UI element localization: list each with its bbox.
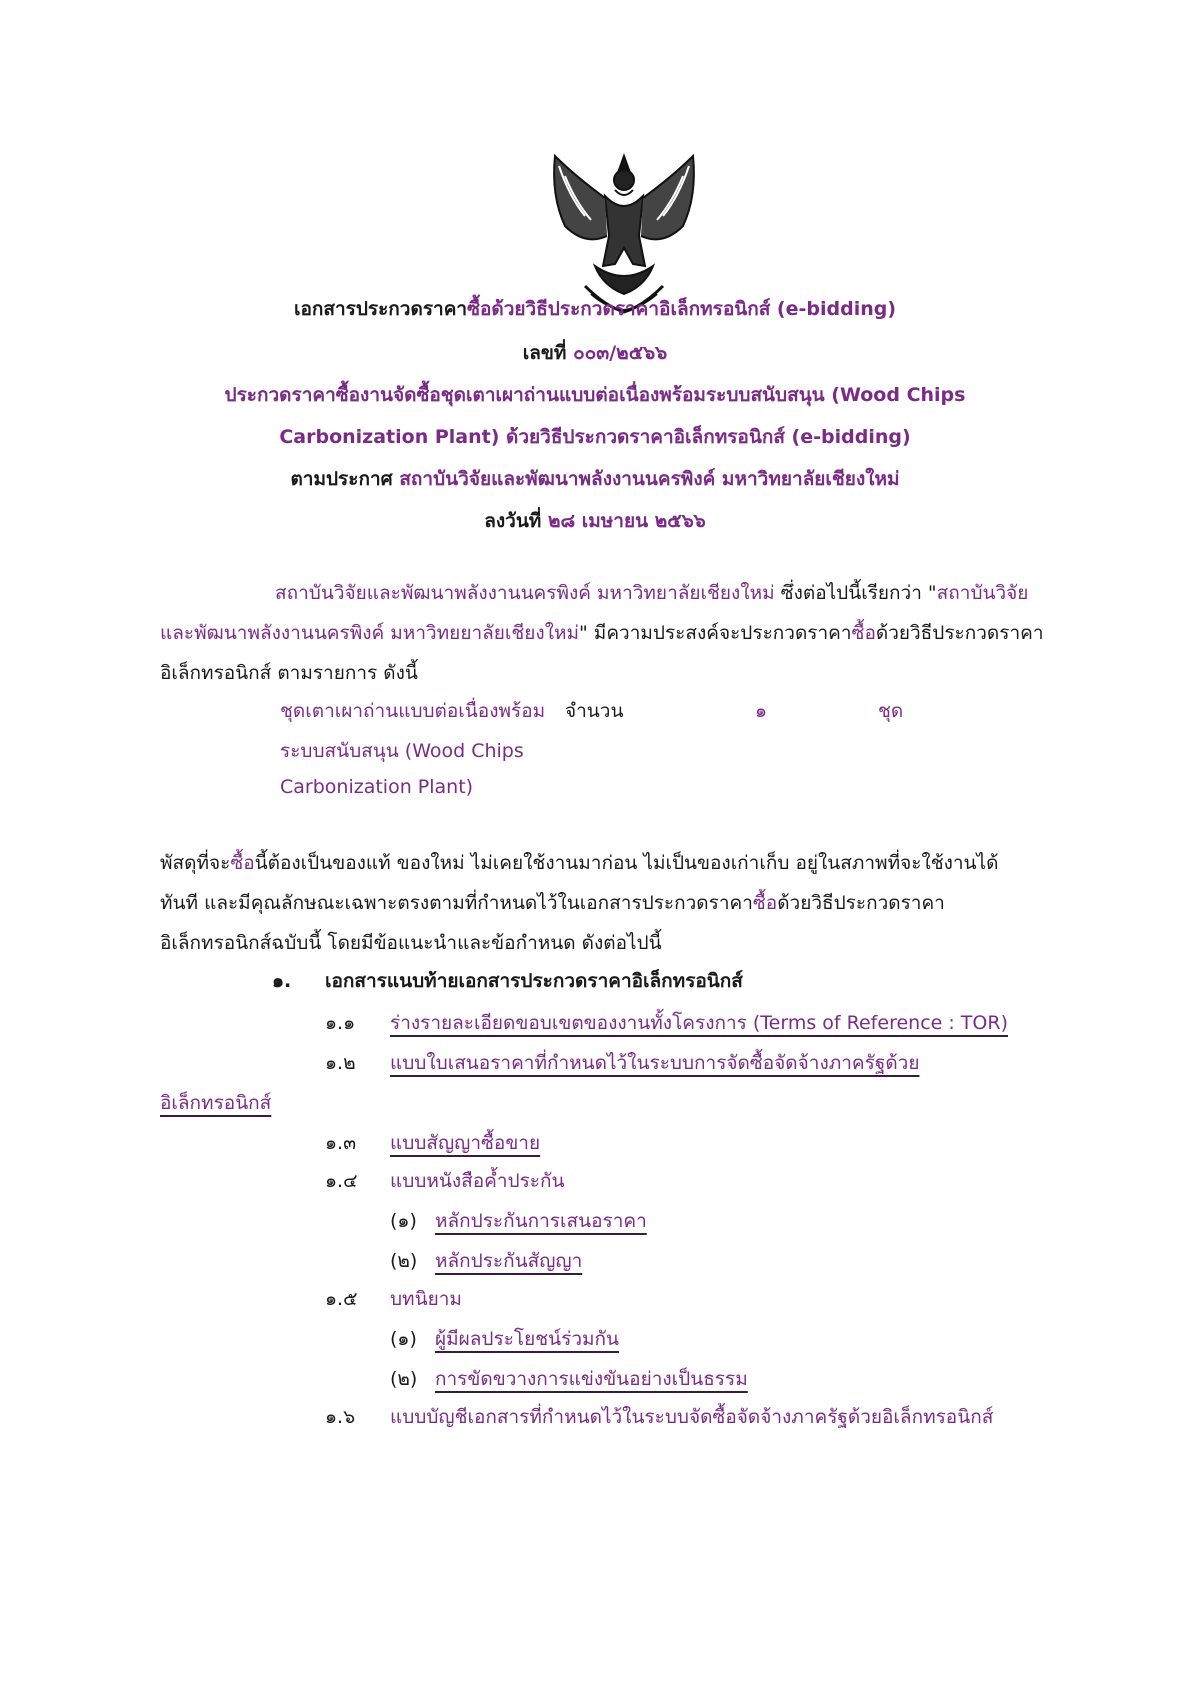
link-price-form[interactable]: แบบใบเสนอราคาที่กำหนดไว้ในระบบการจัดซื้อจัดจ้างภาครัฐด้วย: [390, 1052, 920, 1074]
intro-org-2: สถาบันวิจัย: [936, 582, 1029, 604]
subject-line-2: Carbonization Plant) ด้วยวิธีประกวดราคาอิเล็กทรอนิกส์ (e-bidding): [279, 426, 911, 448]
garuda-emblem-icon: [545, 136, 703, 314]
intro-org: สถาบันวิจัยและพัฒนาพลังงานนครพิงค์ มหาวิทยาลัยเชียงใหม่: [275, 582, 775, 604]
intro-highlight: ซื้อ: [851, 622, 876, 644]
link-price-form-cont[interactable]: อิเล็กทรอนิกส์: [160, 1092, 272, 1114]
sub-1-4-1-number: (๑): [390, 1210, 417, 1232]
item-1-3-number: ๑.๓: [325, 1132, 357, 1154]
supply-line-3: อิเล็กทรอนิกส์ฉบับนี้ โดยมีข้อแนะนำและข้อกำหนด ดังต่อไปนี้: [160, 932, 662, 954]
item-1-4-number: ๑.๔: [325, 1170, 358, 1192]
intro-text-3: ด้วยวิธีประกวดราคา: [875, 622, 1044, 644]
link-joint-interest[interactable]: ผู้มีผลประโยชน์ร่วมกัน: [435, 1328, 620, 1350]
supply-line-1: [160, 848, 998, 878]
item-name-line-3: Carbonization Plant): [280, 776, 474, 798]
number-value: ๐๐๓/๒๕๖๖: [573, 342, 668, 364]
item-name-line-2: ระบบสนับสนุน (Wood Chips: [280, 740, 524, 762]
sub-1-5-1-number: (๑): [390, 1328, 417, 1350]
item-1-5-number: ๑.๕: [325, 1288, 358, 1310]
item-qty-value: ๑: [755, 700, 768, 722]
section-1-number: ๑.: [272, 970, 292, 992]
sub-1-4-2-number: (๒): [390, 1250, 418, 1272]
intro-text: ซึ่งต่อไปนี้เรียกว่า ": [774, 582, 937, 604]
supply-text-4: ด้วยวิธีประกวดราคา: [777, 892, 945, 914]
date-line: [0, 506, 1190, 536]
doc-title: [0, 294, 1190, 324]
supply-line-2: [160, 888, 945, 918]
section-1-title: เอกสารแนบท้ายเอกสารประกวดราคาอิเล็กทรอนิกส์: [325, 970, 743, 992]
date-value: ๒๘ เมษายน ๒๕๖๖: [547, 510, 706, 532]
title-highlight: ซื้อด้วยวิธี: [467, 298, 548, 320]
item-1-2-number: ๑.๒: [325, 1052, 356, 1074]
supply-highlight: ซื้อ: [230, 852, 255, 874]
announcement-line: [0, 464, 1190, 494]
link-purchase-contract[interactable]: แบบสัญญาซื้อขาย: [390, 1132, 541, 1154]
date-label: ลงวันที่: [484, 510, 542, 532]
supply-text-3: ทันที และมีคุณลักษณะเฉพาะตรงตามที่กำหนดไว้ในเอกสารประกวดราคา: [160, 892, 753, 914]
supply-highlight-2: ซื้อ: [752, 892, 778, 914]
subject-line-1: ประกวดราคาซื้องานจัดซื้อชุดเตาเผาถ่านแบบต่อเนื่องพร้อมระบบสนับสนุน (Wood Chips: [224, 384, 966, 406]
intro-org-3: และพัฒนาพลังงานนครพิงค์ มหาวิทยยาลัยเชียงใหม่: [160, 622, 580, 644]
sub-1-5-2-number: (๒): [390, 1368, 418, 1390]
link-tor[interactable]: ร่างรายละเอียดขอบเขตของงานทั้งโครงการ (Terms of Reference : TOR): [390, 1012, 1008, 1034]
doc-number: [0, 338, 1190, 368]
supply-text-2: นี้ต้องเป็นของแท้ ของใหม่ ไม่เคยใช้งานมาก่อน ไม่เป็นของเก่าเก็บ อยู่ในสภาพที่จะใช้งานได้: [254, 852, 999, 874]
item-name-line-1: ชุดเตาเผาถ่านแบบต่อเนื่องพร้อม: [280, 700, 546, 722]
intro-line-1: [275, 578, 1028, 608]
item-qty-label: จำนวน: [565, 700, 624, 722]
intro-line-2: [160, 618, 1044, 648]
title-rest: ประกวดราคาอิเล็กทรอนิกส์ (e-bidding): [547, 298, 897, 320]
link-bid-guarantee[interactable]: หลักประกันการเสนอราคา: [435, 1210, 647, 1232]
link-contract-guarantee[interactable]: หลักประกันสัญญา: [435, 1250, 583, 1272]
number-label: เลขที่: [522, 342, 567, 364]
intro-line-3: อิเล็กทรอนิกส์ ตามรายการ ดังนี้: [160, 662, 418, 684]
item-1-6-text: แบบบัญชีเอกสารที่กำหนดไว้ในระบบจัดซื้อจัดจ้างภาครัฐด้วยอิเล็กทรอนิกส์: [390, 1406, 994, 1428]
item-unit: ชุด: [878, 700, 904, 722]
announce-label: ตามประกาศ: [290, 468, 393, 490]
item-1-5-text: บทนิยาม: [390, 1288, 462, 1310]
announce-org: สถาบันวิจัยและพัฒนาพลังงานนครพิงค์ มหาวิทยาลัยเชียงใหม่: [399, 468, 900, 490]
item-1-4-text: แบบหนังสือค้ำประกัน: [390, 1170, 565, 1192]
intro-text-2: " มีความประสงค์จะประกวดราคา: [579, 622, 852, 644]
supply-text: พัสดุที่จะ: [160, 852, 231, 874]
item-1-1-number: ๑.๑: [325, 1012, 356, 1034]
link-fair-competition[interactable]: การขัดขวางการแข่งขันอย่างเป็นธรรม: [435, 1368, 748, 1390]
title-text: เอกสารประกวดราคา: [293, 298, 468, 320]
item-1-6-number: ๑.๖: [325, 1406, 356, 1428]
